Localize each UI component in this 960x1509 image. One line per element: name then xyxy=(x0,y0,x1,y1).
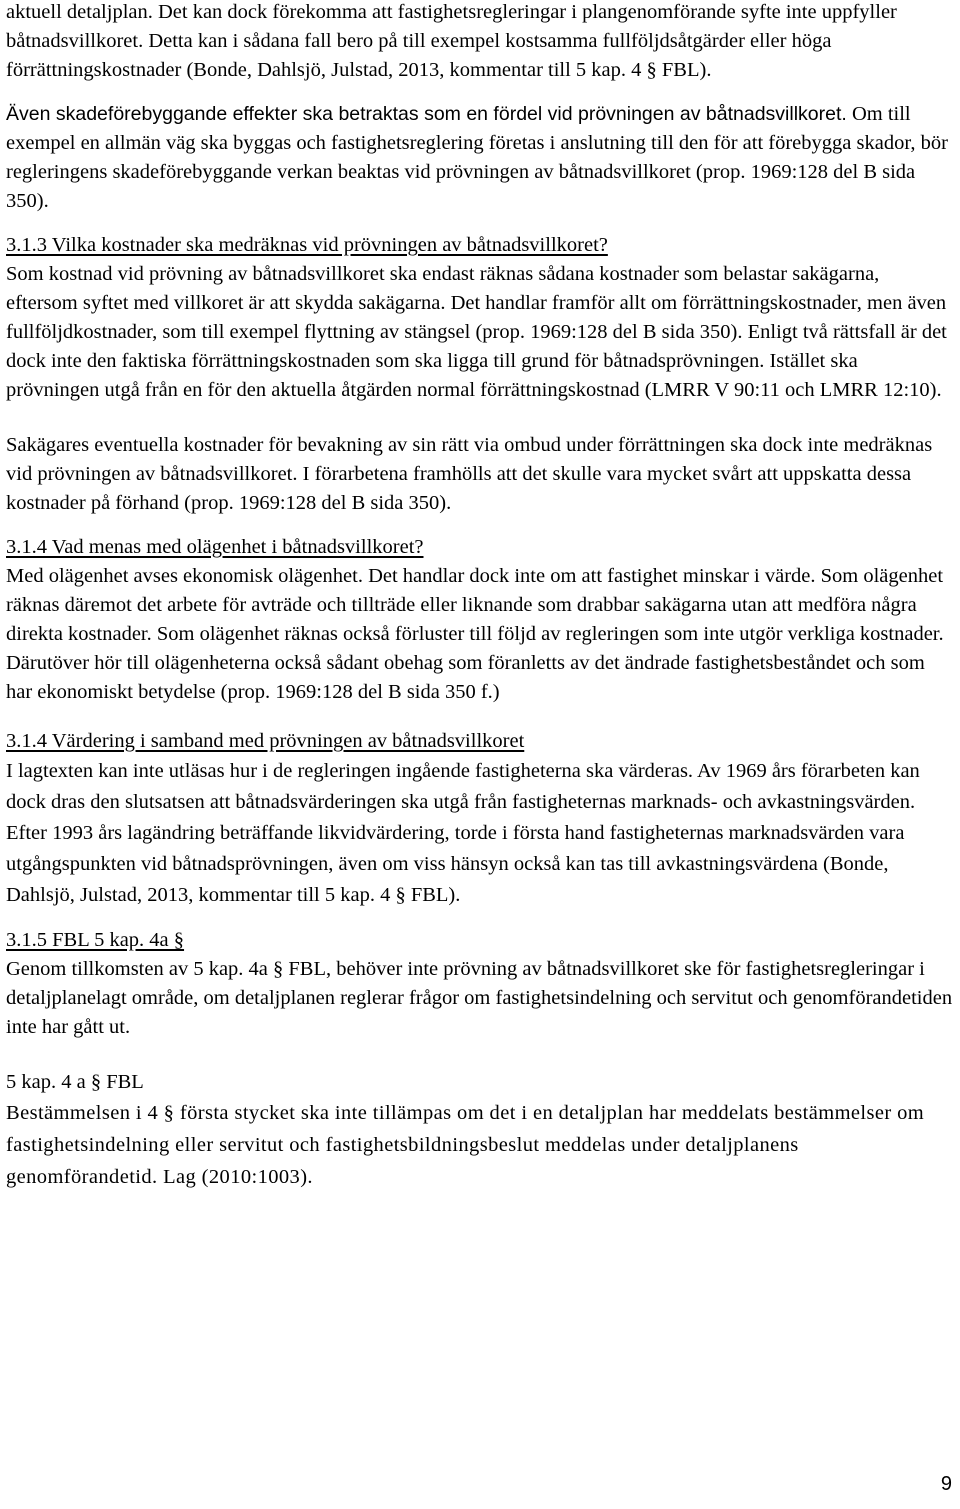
spacer xyxy=(6,707,954,727)
spacer xyxy=(6,518,954,533)
section-heading-3-1-5: 3.1.5 FBL 5 kap. 4a § xyxy=(6,929,185,951)
page-number: 9 xyxy=(940,1473,952,1495)
paragraph-skadeforebyggande xyxy=(6,100,954,216)
paragraph-3-1-3-costs: Som kostnad vid prövning av båtnadsvillkoret ska endast räknas sådana kostnader som belastar sakägarna, eftersom syftet med villkoret är att skydda sakägarna. Det handlar framför allt om förrättningskostnader, men även fullföljdkostnader, som till exempel flyttning av stängsel (prop. 1969:128 del B sida 350). Enligt två rättsfall är det dock inte den faktiska förrättningskostnaden som ska ligga till grund för båtnadsprövningen. Istället ska prövningen utgå från en för den aktuella åtgärden normal förrättningskostnad (LMRR V 90:11 och LMRR 12:10). xyxy=(6,263,947,401)
document-page xyxy=(6,0,954,1193)
section-heading-3-1-4-olagenhet: 3.1.4 Vad menas med olägenhet i båtnadsvillkoret? xyxy=(6,536,424,558)
paragraph-3-1-4-vardering: I lagtexten kan inte utläsas hur i de regleringen ingående fastigheterna ska värderas. Av 1969 års förarbeten kan dock dras den slutsatsen att båtnadsvärderingen ska utgå från fastigheternas marknads- och avkastningsvärden. Efter 1993 års lagändring beträffande likvidvärdering, torde i första hand fastigheternas marknadsvärden vara utgångspunkten vid båtnadsprövningen, även om viss hänsyn också kan tas till avkastningsvärdena (Bonde, Dahlsjö, Julstad, 2013, kommentar till 5 kap. 4 § FBL). xyxy=(6,760,920,906)
paragraph-skadeforebyggande-lead: Även skadeförebyggande effekter ska betraktas som en fördel vid prövningen av båtnadsvillkoret. xyxy=(6,103,847,125)
law-reference-title: 5 kap. 4 a § FBL xyxy=(6,1071,144,1093)
section-heading-3-1-3: 3.1.3 Vilka kostnader ska medräknas vid prövningen av båtnadsvillkoret? xyxy=(6,234,608,256)
paragraph-3-1-3-sakagare: Sakägares eventuella kostnader för bevakning av sin rätt via ombud under förrättningen ska dock inte medräknas vid prövningen av båtnadsvillkoret. I förarbetena framhölls att det skulle vara mycket svårt att uppskatta dessa kostnader på förhand (prop. 1969:128 del B sida 350). xyxy=(6,434,933,514)
paragraph-3-1-4-olagenhet: Med olägenhet avses ekonomisk olägenhet. Det handlar dock inte om att fastighet minskar i värde. Som olägenhet räknas däremot det arbete för avträde och tillträde eller liknande som drabbar sakägarna utan att medföra några direkta kostnader. Som olägenhet räknas också förluster till följd av regleringen som inte utgör verkliga kostnader. Därutöver hör till olägenheterna också sådant obehag som föranletts av det ändrade fastighetsbeståndet och som har ekonomiskt betydelse (prop. 1969:128 del B sida 350 f.) xyxy=(6,565,944,703)
spacer xyxy=(6,405,954,431)
spacer xyxy=(6,1042,954,1068)
paragraph-skadeforebyggande-body: Om till exempel en allmän väg ska byggas och fastighetsreglering företas i anslutning till den för att förebygga skador, bör regleringens skadeförebyggande verkan beaktas vid prövningen av båtnadsvillkoret (prop. 1969:128 del B sida 350). xyxy=(6,103,948,212)
paragraph-3-1-5: Genom tillkomsten av 5 kap. 4a § FBL, behöver inte prövning av båtnadsvillkoret ske för fastighetsregleringar i detaljplanelagt område, om detaljplanen reglerar frågor om fastighetsindelning och servitut och genomförandetiden inte har gått ut. xyxy=(6,958,953,1038)
spacer xyxy=(6,911,954,926)
law-reference-text: Bestämmelsen i 4 § första stycket ska inte tillämpas om det i en detaljplan har meddelats bestämmelser om fastighetsindelning eller servitut och fastighetsbildningsbeslut meddelas under detaljplanens genomförandetid. Lag (2010:1003). xyxy=(6,1102,925,1188)
paragraph-intro: aktuell detaljplan. Det kan dock förekomma att fastighetsregleringar i plangenomförande syfte inte uppfyller båtnadsvillkoret. Detta kan i sådana fall bero på till exempel kostsamma fullföljdsåtgärder eller höga förrättningskostnader (Bonde, Dahlsjö, Julstad, 2013, kommentar till 5 kap. 4 § FBL). xyxy=(6,1,897,81)
spacer xyxy=(6,216,954,231)
section-heading-3-1-4-vardering: 3.1.4 Värdering i samband med prövningen av båtnadsvillkoret xyxy=(6,730,525,752)
spacer xyxy=(6,85,954,100)
